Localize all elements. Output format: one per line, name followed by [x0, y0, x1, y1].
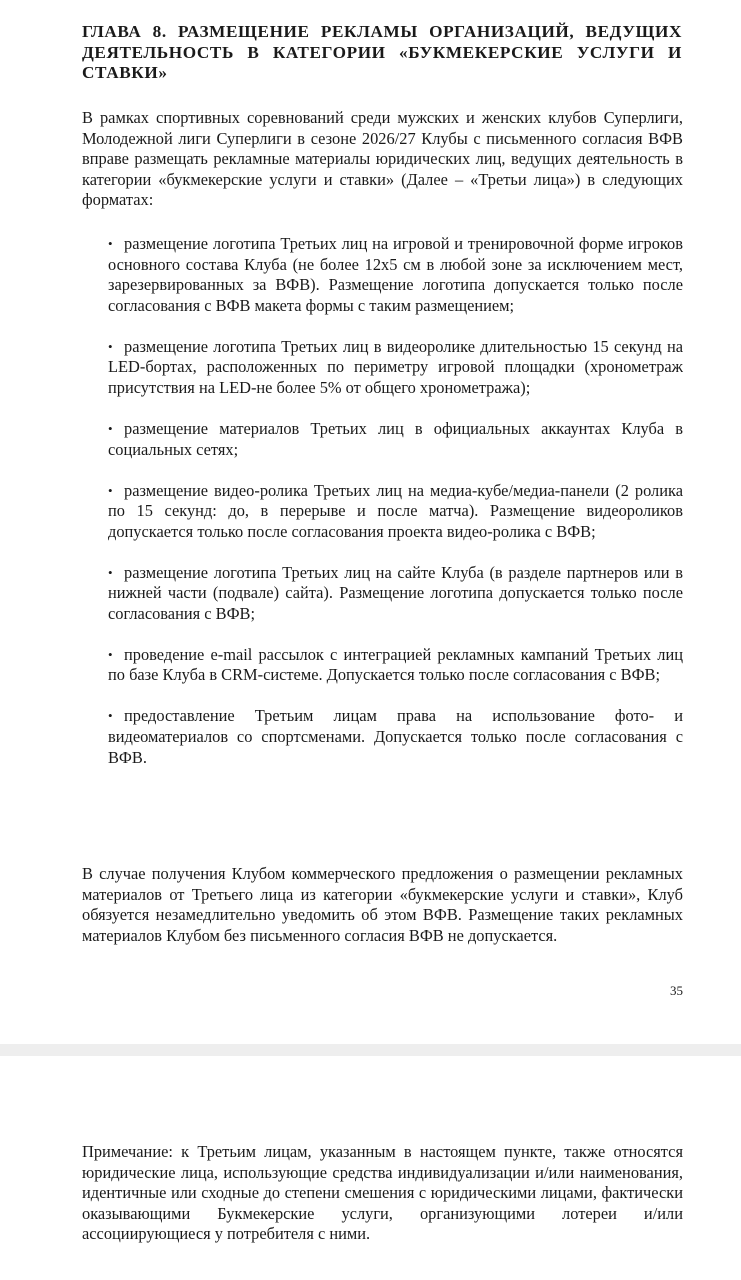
page-number: 35: [670, 983, 683, 998]
list-item-text: размещение логотипа Третьих лиц на сайте Клуба (в разделе партнеров или в нижней части (подвале) сайта). Размещение логотипа допускается только после согласования с ВФВ;: [108, 562, 683, 623]
page-separator: [0, 1044, 741, 1056]
list-item: [108, 563, 683, 625]
bullet-icon: •: [108, 236, 113, 251]
bullet-icon: •: [108, 482, 113, 498]
list-item-text: предоставление Третьим лицам права на использование фото- и видеоматериалов со спортсменами. Допускается только после согласования с ВФВ.: [108, 706, 683, 767]
list-item-text: проведение e-mail рассылок с интеграцией рекламных кампаний Третьих лиц по базе Клуба в CRM-системе. Допускается только после согласования с ВФВ;: [108, 644, 683, 685]
list-item-text: размещение логотипа Третьих лиц на игровой и тренировочной форме игроков основного состава Клуба (не более 12х5 см в любой зоне за исключением мест, зарезервированных за ВФВ). Размещение логотипа допускается только после согласования с ВФВ макета формы с таким размещением;: [108, 234, 683, 315]
note-paragraph: Примечание: к Третьим лицам, указанным в настоящем пункте, также относятся юридические лица, использующие средства индивидуализации и/или наименования, идентичные или сходные до степени смешения с юридическими лицами, фактически оказывающими Букмекерские услуги, организующими лотереи и/или ассоциирующиеся у потребителя с ними.: [82, 1142, 683, 1244]
document-page-36: [0, 1056, 741, 1280]
list-item-text: размещение видео-ролика Третьих лиц на медиа-кубе/медиа-панели (2 ролика по 15 секунд: до, в перерыве и после матча). Размещение видеороликов допускается только после согласования проекта видео-ролика с ВФВ;: [108, 480, 683, 541]
list-item: [108, 481, 683, 543]
bullet-icon: •: [108, 564, 113, 580]
list-item: [108, 234, 683, 316]
list-item: [108, 337, 683, 399]
bullet-icon: •: [108, 646, 113, 662]
bullet-icon: •: [108, 420, 113, 436]
closing-paragraph: В случае получения Клубом коммерческого предложения о размещении рекламных материалов от Третьего лица из категории «букмекерские услуги и ставки», Клуб обязуется незамедлительно уведомить об этом ВФВ. Размещение таких рекламных материалов Клубом без письменного согласия ВФВ не допускается.: [82, 864, 683, 945]
list-item: [108, 645, 683, 686]
bullet-icon: •: [108, 338, 113, 354]
list-item: [108, 706, 683, 768]
chapter-heading: ГЛАВА 8. РАЗМЕЩЕНИЕ РЕКЛАМЫ ОРГАНИЗАЦИЙ, ВЕДУЩИХ ДЕЯТЕЛЬНОСТЬ В КАТЕГОРИИ «БУКМЕКЕРСКИЕ УСЛУГИ И СТАВКИ»: [82, 22, 682, 82]
bullet-icon: •: [108, 708, 113, 724]
list-item: [108, 419, 683, 460]
list-item-text: размещение логотипа Третьих лиц в видеоролике длительностью 15 секунд на LED-бортах, расположенных по периметру игровой площадки (хронометраж присутствия на LED-не более 5% от общего хронометража);: [108, 336, 683, 397]
advertising-formats-list: [108, 234, 683, 789]
list-item-text: размещение материалов Третьих лиц в официальных аккаунтах Клуба в социальных сетях;: [108, 418, 683, 459]
intro-paragraph: В рамках спортивных соревнований среди мужских и женских клубов Суперлиги, Молодежной лиги Суперлиги в сезоне 2026/27 Клубы с письменного согласия ВФВ вправе размещать рекламные материалы юридических лиц, ведущих деятельность в категории «букмекерские услуги и ставки» (Далее – «Третьи лица») в следующих форматах:: [82, 108, 683, 210]
